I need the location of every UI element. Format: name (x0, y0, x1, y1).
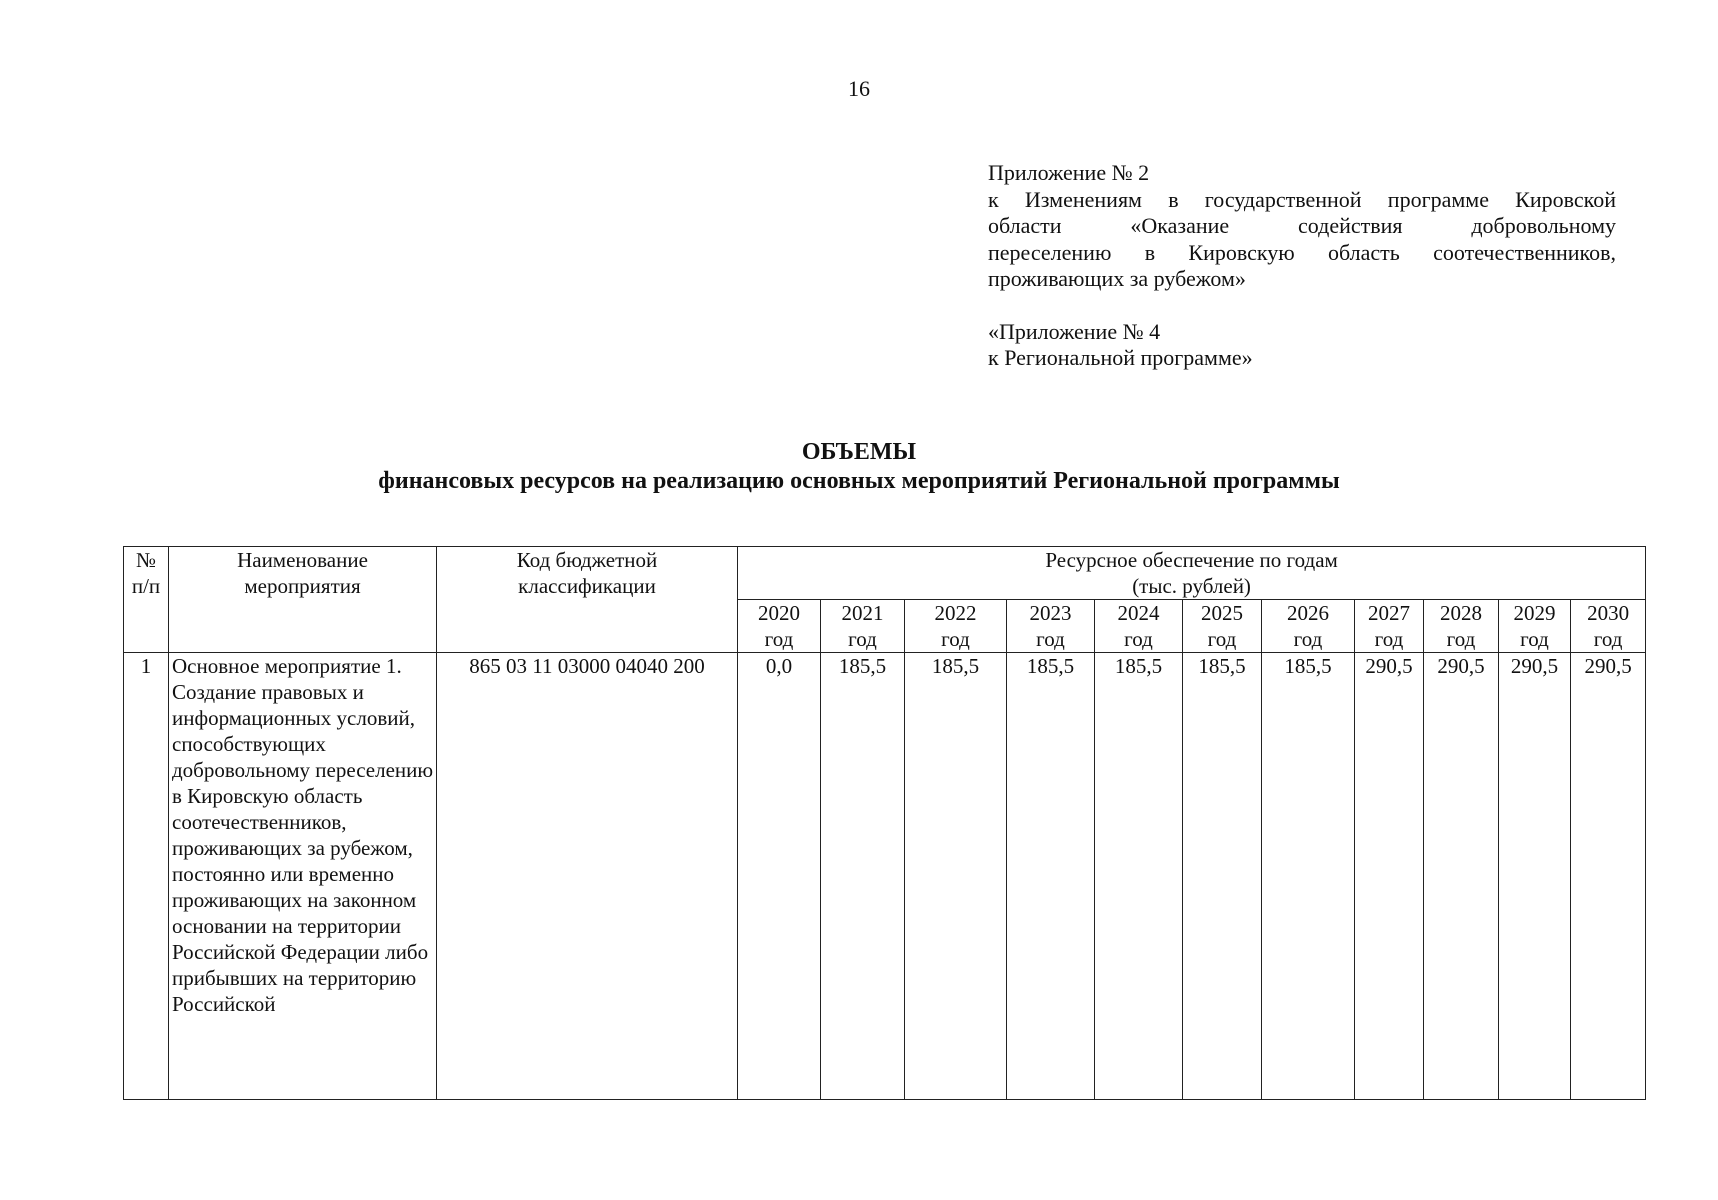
appendix-line: проживающих за рубежом» (988, 266, 1246, 291)
header-year-suffix: год (1593, 627, 1623, 651)
header-name-line2: мероприятия (244, 574, 361, 598)
cell-activity-name: Основное мероприятие 1. Создание правовых и информационных условий, способствующих добровольному переселению в Кировскую область соотечественников, проживающих за рубежом, постоянно или временно проживающих на законном основании на территории Российской Федерации либо прибывших на территорию Российской (169, 653, 437, 1100)
header-code-line1: Код бюджетной (516, 548, 658, 572)
header-year (1183, 600, 1262, 653)
header-year-suffix: год (1207, 627, 1237, 651)
page-number: 16 (848, 76, 870, 101)
header-year (1424, 600, 1499, 653)
header-year-suffix: год (1036, 627, 1065, 651)
title-main: ОБЪЕМЫ (801, 439, 917, 465)
appendix-line: области «Оказание содействия добровольному (988, 213, 1616, 238)
title-sub: финансовых ресурсов на реализацию основных мероприятий Региональной программы (378, 468, 1340, 494)
header-year (738, 600, 821, 653)
header-year-value: 2021 (841, 601, 884, 625)
header-num (124, 547, 169, 653)
header-name-line1: Наименование (237, 548, 368, 572)
header-year-value: 2030 (1587, 601, 1630, 625)
budget-table (123, 546, 1646, 1100)
cell-amount: 290,5 (1499, 653, 1571, 1100)
header-year-value: 2026 (1287, 601, 1329, 625)
header-year-value: 2024 (1117, 601, 1160, 625)
header-year (1499, 600, 1571, 653)
header-resources-line2: (тыс. рублей) (1132, 574, 1251, 598)
header-year-value: 2027 (1368, 601, 1410, 625)
header-year-suffix: год (1124, 627, 1153, 651)
header-year-suffix: год (1293, 627, 1323, 651)
appendix-line: «Приложение № 4 (988, 318, 1161, 344)
header-year-value: 2023 (1029, 601, 1072, 625)
header-num-line2: п/п (131, 574, 161, 598)
appendix-line: к Региональной программе» (988, 345, 1253, 370)
header-resources-line1: Ресурсное обеспечение по годам (1045, 548, 1338, 572)
header-year-suffix: год (848, 627, 877, 651)
header-year-value: 2029 (1513, 601, 1556, 625)
header-year-value: 2020 (758, 601, 800, 625)
header-year-value: 2022 (934, 601, 977, 625)
header-year-suffix: год (1520, 627, 1549, 651)
cell-amount: 0,0 (738, 653, 821, 1100)
cell-amount: 185,5 (821, 653, 905, 1100)
document-title (0, 438, 1718, 496)
header-year (1571, 600, 1646, 653)
cell-amount: 185,5 (1262, 653, 1355, 1100)
header-year (1355, 600, 1424, 653)
header-name (169, 547, 437, 653)
appendix-line: Приложение № 2 (988, 160, 1150, 185)
cell-amount: 290,5 (1571, 653, 1646, 1100)
cell-amount: 185,5 (1095, 653, 1183, 1100)
header-resources (738, 547, 1646, 600)
header-year (1007, 600, 1095, 653)
table-body (124, 653, 1646, 1100)
header-code-line2: классификации (518, 574, 656, 598)
table-row (124, 653, 1646, 1100)
cell-number: 1 (124, 653, 169, 1100)
header-year (821, 600, 905, 653)
cell-amount: 290,5 (1355, 653, 1424, 1100)
header-year-suffix: год (1446, 627, 1476, 651)
header-code (437, 547, 738, 653)
cell-budget-code: 865 03 11 03000 04040 200 (437, 653, 738, 1100)
header-year (1262, 600, 1355, 653)
header-year-suffix: год (1374, 627, 1404, 651)
header-year-suffix: год (764, 627, 794, 651)
header-num-line1: № (135, 548, 157, 572)
cell-amount: 185,5 (905, 653, 1007, 1100)
header-year-value: 2025 (1201, 601, 1243, 625)
header-year (905, 600, 1007, 653)
appendix-note (988, 160, 1616, 372)
cell-amount: 185,5 (1007, 653, 1095, 1100)
cell-amount: 185,5 (1183, 653, 1262, 1100)
header-year-value: 2028 (1440, 601, 1482, 625)
header-year (1095, 600, 1183, 653)
appendix-line: переселению в Кировскую область соотечественников, (988, 239, 1616, 265)
header-year-suffix: год (941, 627, 970, 651)
appendix-line: к Изменениям в государственной программе Кировской (988, 186, 1616, 212)
cell-amount: 290,5 (1424, 653, 1499, 1100)
